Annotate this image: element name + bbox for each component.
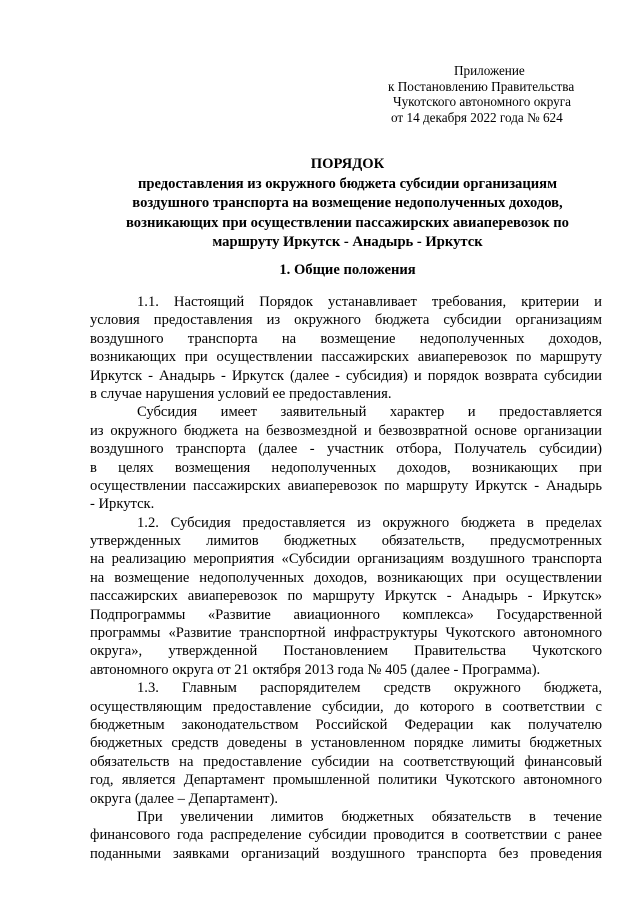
document-body	[90, 293, 602, 863]
body-line: утвержденных лимитов бюджетных обязательств, предусмотренных	[90, 533, 602, 550]
body-line: в целях возмещения недополученных доходов, возникающих при	[90, 459, 602, 476]
title-line: воздушного транспорта на возмещение недополученных доходов,	[132, 195, 563, 211]
body-line: условия предоставления из окружного бюджета субсидии организациям	[90, 312, 602, 329]
body-line: воздушного транспорта на возмещение недополученных доходов,	[90, 330, 602, 347]
body-line: воздушного транспорта (далее - участник отбора, Получатель субсидии)	[90, 441, 602, 458]
body-line: год, является Департамент промышленной политики Чукотского автономного	[90, 772, 602, 789]
body-line: округа», утвержденной Постановлением Правительства Чукотского	[90, 643, 602, 660]
body-line: 1.1. Настоящий Порядок устанавливает требования, критерии и	[137, 294, 602, 310]
body-line: из окружного бюджета на безвозмездной и безвозвратной основе организации	[90, 422, 602, 439]
body-line: в случае нарушения условий ее предоставления.	[90, 385, 392, 402]
body-line: 1.3. Главным распорядителем средств окружного бюджета,	[137, 680, 602, 697]
title-line: возникающих при осуществлении пассажирских авиаперевозок по	[126, 214, 569, 231]
document-title	[90, 155, 605, 253]
body-line: бюджетных средств доведены в установленном порядке лимиты бюджетных	[90, 735, 602, 752]
body-line: возникающих при осуществлении пассажирских авиаперевозок по маршруту	[90, 349, 602, 366]
title-line: маршруту Иркутск - Анадырь - Иркутск	[212, 234, 483, 250]
body-line: осуществляющим предоставление субсидии, до которого в соответствии с	[90, 698, 602, 715]
body-line: автономного округа от 21 октября 2013 года № 405 (далее - Программа).	[90, 661, 541, 678]
body-line: обязательств на предоставление субсидии на соответствующий финансовый	[90, 753, 602, 770]
body-line: финансового года распределение субсидии проводится в соответствии с ранее	[90, 827, 602, 844]
body-line: - Иркутск.	[90, 496, 155, 513]
appendix-line: Чукотского автономного округа	[393, 94, 571, 110]
appendix-header	[388, 63, 618, 125]
appendix-line: к Постановлению Правительства	[388, 78, 575, 94]
body-line: программы «Развитие транспортной инфраструктуры Чукотского автономного	[90, 625, 602, 642]
body-line: осуществлении пассажирских авиаперевозок по маршруту Иркутск - Анадырь	[90, 477, 602, 494]
body-line: пассажирских авиаперевозок по маршруту Иркутск - Анадырь - Иркутск»	[90, 588, 602, 605]
body-line: поданными заявками организаций воздушного транспорта без проведения	[90, 845, 602, 862]
body-line: 1.2. Субсидия предоставляется из окружного бюджета в пределах	[137, 514, 602, 531]
body-line: При увеличении лимитов бюджетных обязательств в течение	[137, 808, 602, 825]
title-heading: ПОРЯДОК	[310, 156, 385, 172]
title-line: предоставления из окружного бюджета субсидии организациям	[137, 175, 558, 192]
body-line: округа (далее – Департамент).	[90, 790, 279, 807]
appendix-line: от 14 декабря 2022 года № 624	[391, 109, 563, 125]
body-line: Субсидия имеет заявительный характер и предоставляется	[137, 404, 602, 421]
body-line: на возмещение недополученных доходов, возникающих при осуществлении	[90, 569, 602, 586]
section-heading: 1. Общие положения	[279, 262, 416, 278]
body-line: Иркутск - Анадырь - Иркутск (далее - субсидия) и порядок возврата субсидии	[90, 367, 602, 384]
body-line: Подпрограммы «Развитие авиационного комплекса» Государственной	[90, 606, 602, 623]
body-line: бюджетным законодательством Российской Федерации как получателю	[90, 716, 602, 733]
appendix-line: Приложение	[454, 63, 525, 78]
body-line: на реализацию мероприятия «Субсидии организациям воздушного транспорта	[90, 551, 602, 568]
